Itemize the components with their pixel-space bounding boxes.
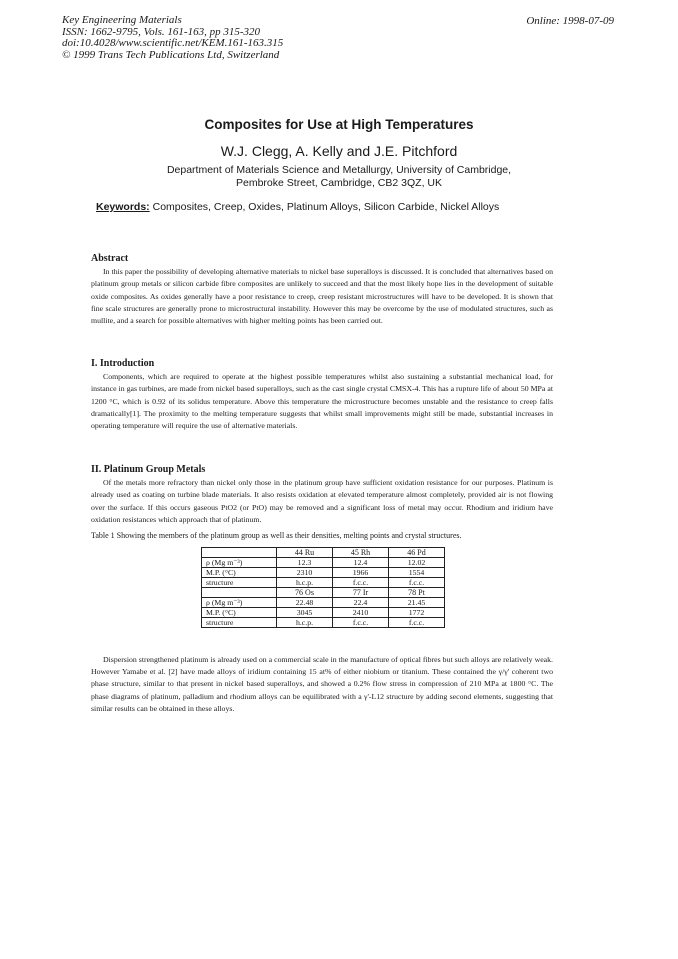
platinum-group-table [201, 547, 445, 628]
table-cell: 12.4 [333, 558, 389, 568]
table-cell [202, 548, 277, 558]
table-row [202, 578, 445, 588]
table-cell: 3045 [277, 608, 333, 618]
issn-line: ISSN: 1662-9795, Vols. 161-163, pp 315-320 [62, 25, 260, 38]
dispersion-section [91, 654, 553, 715]
affiliation-line-2: Pembroke Street, Cambridge, CB2 3QZ, UK [236, 177, 442, 189]
table-cell: 12.02 [389, 558, 445, 568]
row-label: structure [202, 618, 277, 628]
introduction-section [91, 358, 553, 432]
authors: W.J. Clegg, A. Kelly and J.E. Pitchford [220, 143, 458, 159]
table-cell: 2410 [333, 608, 389, 618]
dispersion-body: Dispersion strengthened platinum is already used on a commercial scale in the manufacture of optical fibres but such alloys are relatively weak. However Yamabe et al. [2] have made alloys of iridium containing 15 at% of either niobium or titanium. These contained the γ/γ' coherent two phase structure, similar to that present in nickel based superalloys, and showed a 0.2% flow stress in compression of 210 MPa at 1800 °C. The phase diagrams of platinum, palladium and rhodium alloys can be equilibrated with a γ'-L12 structure by adding second elements, suggesting that similar results can be obtained in these alloys. [91, 655, 553, 713]
table-cell: 12.3 [277, 558, 333, 568]
keywords-label: Keywords: [96, 201, 150, 213]
table-row [202, 558, 445, 568]
abstract-heading: Abstract [91, 253, 129, 264]
table-cell [202, 588, 277, 598]
row-label: ρ (Mg m⁻³) [202, 558, 277, 568]
table-row [202, 568, 445, 578]
table-cell: 22.4 [333, 598, 389, 608]
table-cell: 1966 [333, 568, 389, 578]
table-row [202, 548, 445, 558]
table-row [202, 588, 445, 598]
introduction-heading: I. Introduction [91, 358, 155, 369]
table-cell: 21.45 [389, 598, 445, 608]
doi-line[interactable]: doi:10.4028/www.scientific.net/KEM.161-163.315 [62, 37, 284, 49]
paper-title: Composites for Use at High Temperatures [204, 117, 474, 132]
row-label: ρ (Mg m⁻³) [202, 598, 277, 608]
table-cell: f.c.c. [333, 578, 389, 588]
element-header: 76 Os [277, 588, 333, 598]
online-date: Online: 1998-07-09 [526, 15, 614, 27]
element-header: 45 Rh [333, 548, 389, 558]
table-cell: 22.48 [277, 598, 333, 608]
row-label: M.P. (°C) [202, 568, 277, 578]
table-cell: 1554 [389, 568, 445, 578]
element-header: 78 Pt [389, 588, 445, 598]
affiliation-line-1: Department of Materials Science and Metallurgy, University of Cambridge, [166, 164, 512, 176]
table-cell: 2310 [277, 568, 333, 578]
element-header: 46 Pd [389, 548, 445, 558]
table-cell: 1772 [389, 608, 445, 618]
row-label: structure [202, 578, 277, 588]
abstract-body: In this paper the possibility of developing alternative materials to nickel base superalloys is discussed. It is concluded that alternatives based on platinum group metals or silicon carbide fibre composites are unlikely to succeed and that the most likely hope lies in the development of suitable oxide composites. As oxides generally have a poor resistance to creep, creep resistant microstructures will have to be developed. It is shown that fine scale structures are generally prone to microstructural instability. However this may be overcome by the use of modulated structures, such as mullite, and a search for possible alternatives with higher melting points has been carried out. [91, 267, 553, 326]
platinum-body: Of the metals more refractory than nickel only those in the platinum group have sufficient oxidation resistance for our purposes. Platinum is already used as coating on turbine blade materials. It also resists oxidation at elevated temperature almost completely, provided air is not flowing over the surface. If this occurs gaseous PtO2 (or PtO) may be removed and a significant loss of metal may occur. Rhodium and iridium have oxidation resistances which approach that of platinum. [91, 478, 553, 524]
element-header: 44 Ru [277, 548, 333, 558]
keywords [96, 201, 499, 213]
table-cell: h.c.p. [277, 618, 333, 628]
table-cell: f.c.c. [389, 618, 445, 628]
platinum-heading: II. Platinum Group Metals [91, 464, 206, 475]
journal-header [62, 15, 283, 61]
platinum-section [91, 464, 553, 526]
copyright-line: © 1999 Trans Tech Publications Ltd, Switzerland [62, 48, 280, 61]
affiliation [0, 164, 678, 190]
element-header: 77 Ir [333, 588, 389, 598]
introduction-body: Components, which are required to operate at the highest possible temperatures whilst also sustaining a substantial mechanical load, for instance in gas turbines, are made from nickel based superalloys, such as the cast single crystal CMSX-4. This has a rupture life of about 50 MPa at 1200 °C, which is 0.92 of its solidus temperature. Above this temperature the microstructure becomes unstable and the resistance to creep falls dramatically[1]. The proximity to the melting temperature suggests that whilst small improvements might still be made, substantial increases in operating temperature will require the use of alternative materials. [91, 372, 553, 431]
keywords-text: Composites, Creep, Oxides, Platinum Alloys, Silicon Carbide, Nickel Alloys [149, 201, 500, 213]
abstract-section [91, 253, 553, 327]
table-caption: Table 1 Showing the members of the platinum group as well as their densities, melting points and crystal structures. [91, 531, 462, 540]
journal-name: Key Engineering Materials [62, 14, 182, 26]
table-cell: h.c.p. [277, 578, 333, 588]
table-cell: f.c.c. [389, 578, 445, 588]
table-cell: f.c.c. [333, 618, 389, 628]
table-row [202, 608, 445, 618]
row-label: M.P. (°C) [202, 608, 277, 618]
table-row [202, 618, 445, 628]
table-row [202, 598, 445, 608]
